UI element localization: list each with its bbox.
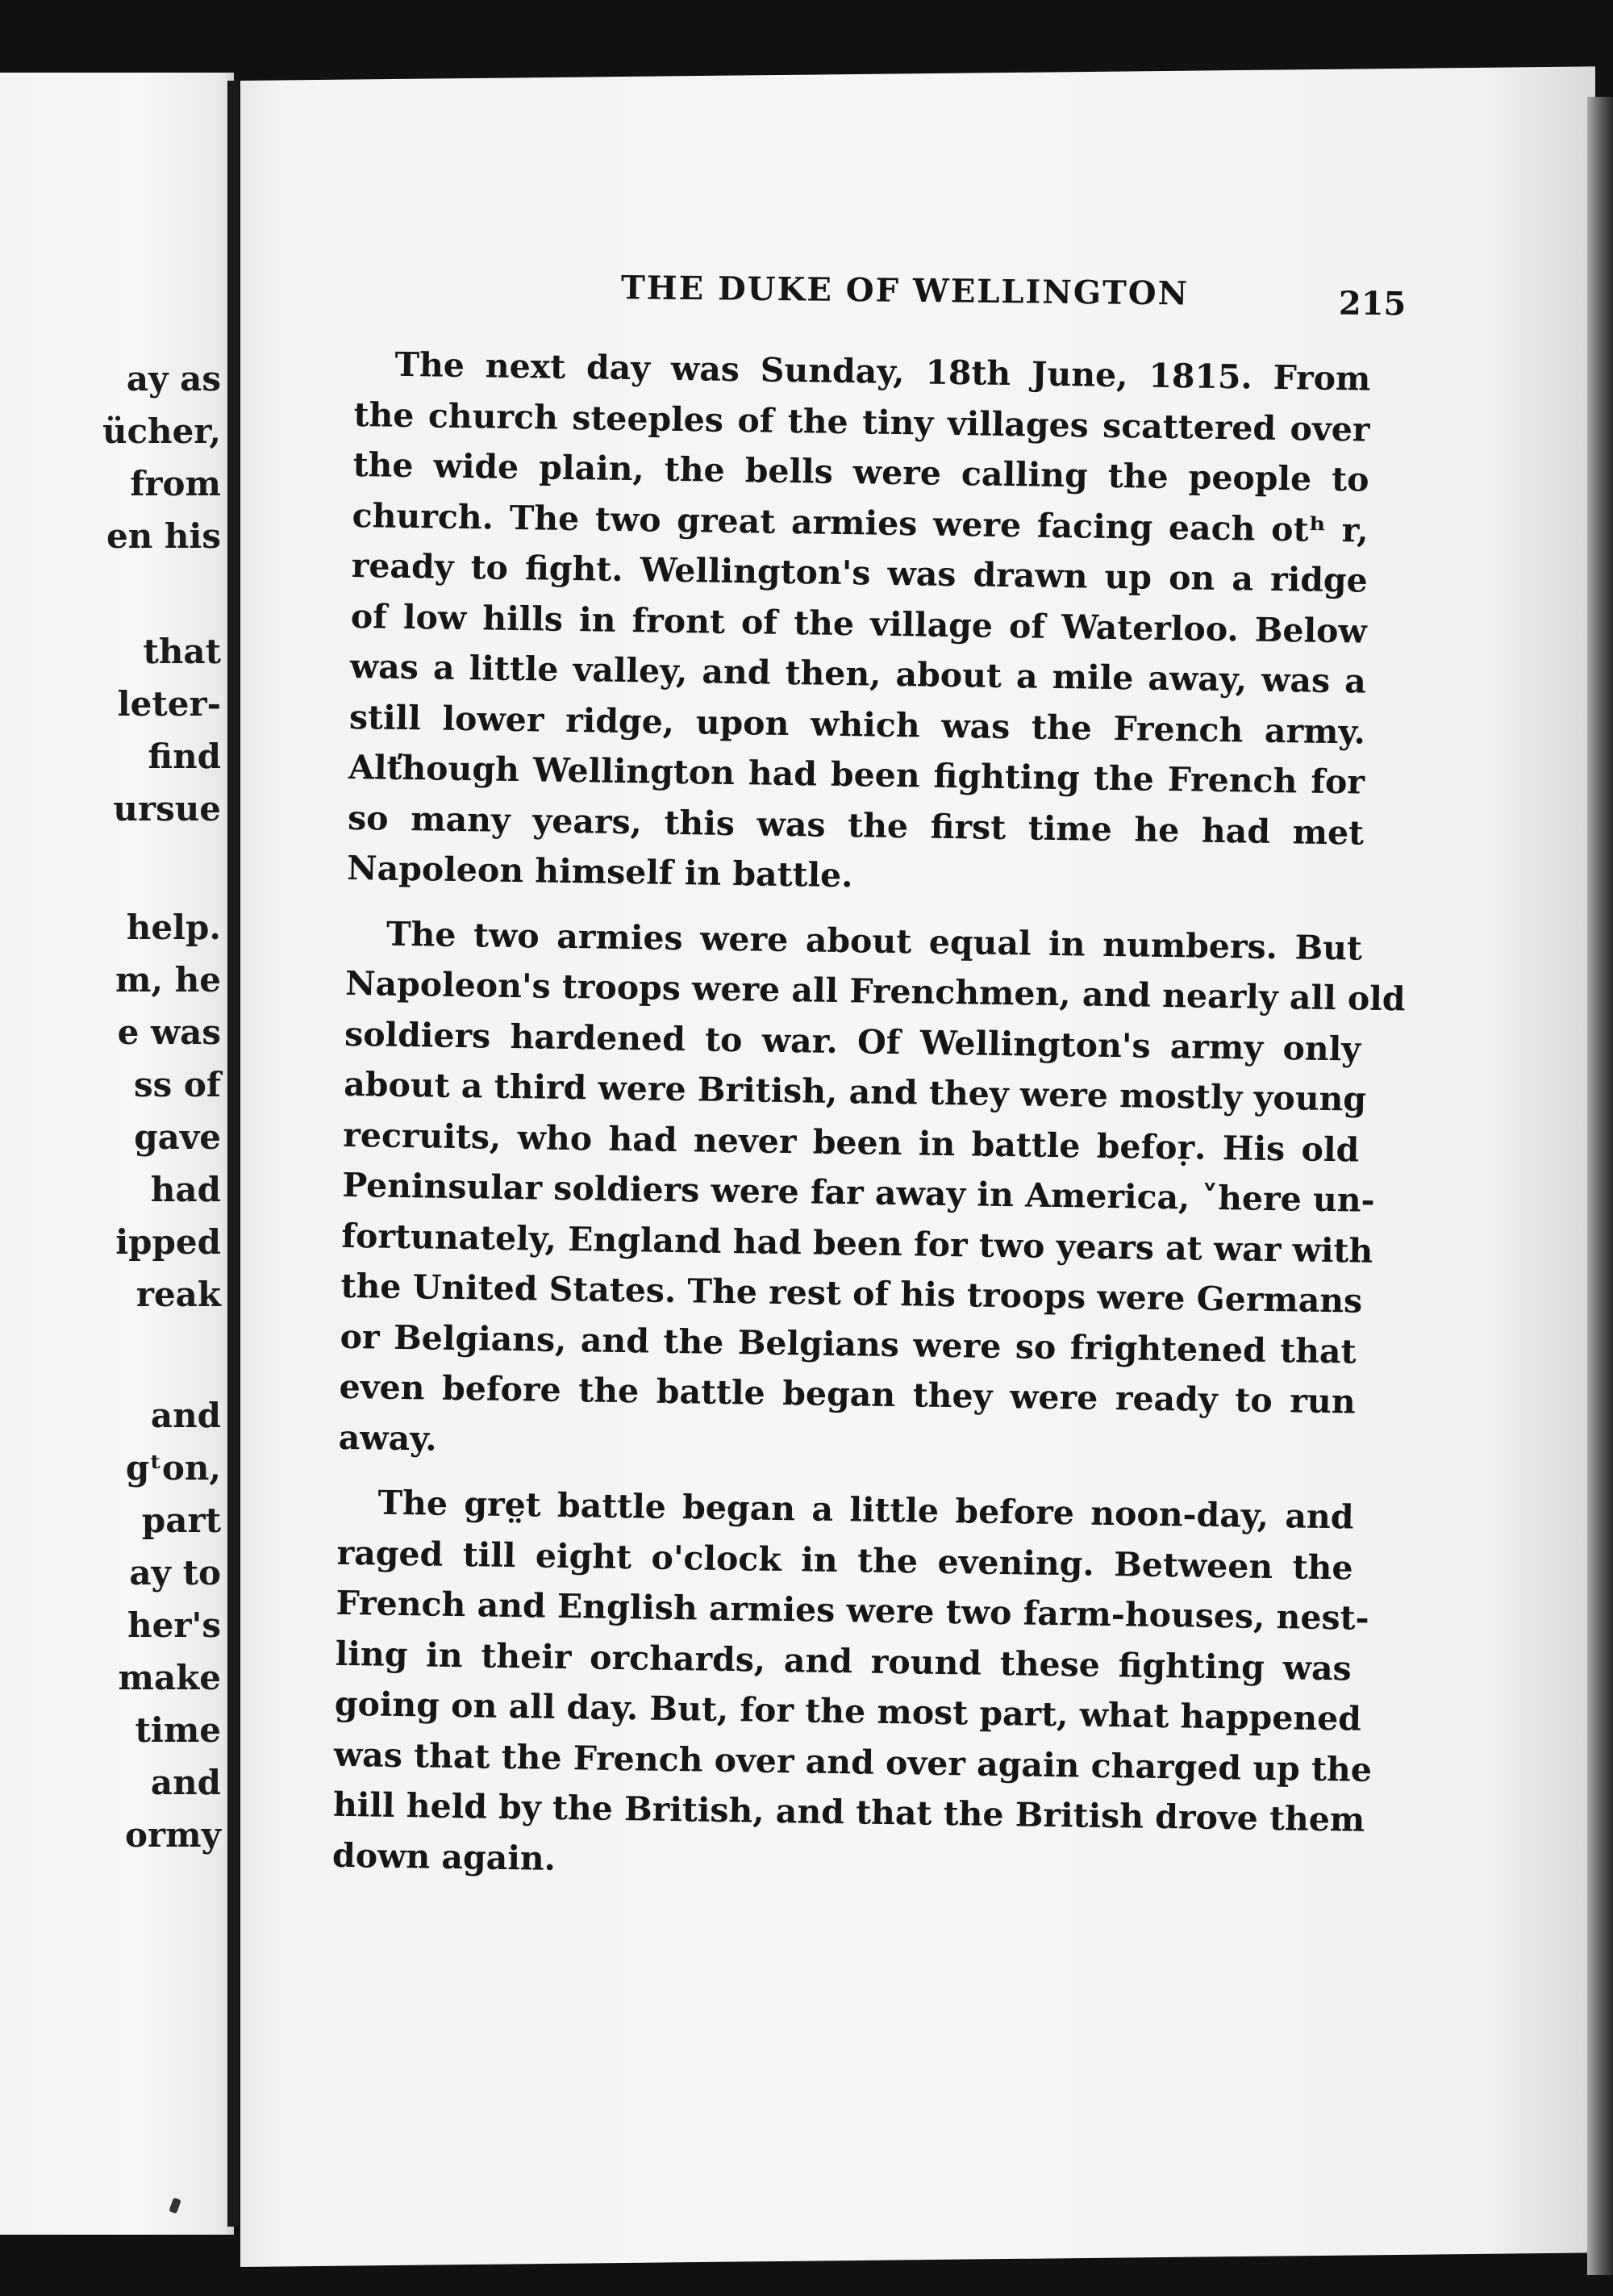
previous-page-line: reak: [135, 1275, 221, 1314]
text-line: the church steeples of the tiny villages scattered over: [353, 394, 1370, 449]
text-line: was that the French over and over again charged up the: [333, 1735, 1373, 1789]
running-head: THE DUKE OF WELLINGTON: [620, 269, 1190, 313]
previous-page-line: gave: [134, 1117, 221, 1157]
text-line: away.: [338, 1417, 437, 1459]
text-line: was a little valley, and then, about a mile away, was a: [349, 646, 1367, 701]
text-line: Peninsular soldiers were far away in America, ˅here un-: [342, 1165, 1375, 1220]
text-line: The gre̤t battle began a little before noon-day, and: [377, 1483, 1354, 1537]
text-line: raged till eight o'clock in the evening. Between the: [336, 1533, 1353, 1588]
previous-page-line: ormy: [125, 1815, 221, 1855]
paragraph: [338, 908, 1406, 1477]
book-gutter: [227, 81, 239, 2227]
text-line: hill held by the British, and that the British drove them: [332, 1785, 1365, 1839]
text-line: fortunately, England had been for two years at war with: [341, 1216, 1373, 1271]
previous-page-line: ss of: [134, 1065, 221, 1104]
text-line: ready to fight. Wellington's was drawn up on a ridge: [351, 545, 1369, 600]
previous-page-line: e was: [117, 1012, 221, 1052]
text-line: about a third were British, and they were mostly young: [343, 1064, 1367, 1119]
text-line: Alťhough Wellington had been fighting the French for: [348, 747, 1365, 802]
text-line: French and English armies were two farm-houses, nest-: [336, 1583, 1369, 1638]
page-number: 215: [1338, 284, 1407, 324]
text-line: ling in their orchards, and round these fighting was: [335, 1634, 1353, 1689]
text-line: recruits, who had never been in battle befoṛ. His old: [343, 1115, 1360, 1170]
text-line: going on all day. But, for the most part, what happened: [334, 1684, 1362, 1739]
text-line: even before the battle began they were ready to run: [339, 1367, 1356, 1421]
previous-page-line: ay as: [126, 359, 221, 399]
previous-page-line: ursue: [113, 789, 221, 829]
previous-page-line: and: [150, 1396, 221, 1435]
previous-page-line: ipped: [115, 1222, 221, 1262]
text-line: still lower ridge, upon which was the French army.: [348, 697, 1366, 752]
previous-page-line: and: [150, 1763, 221, 1802]
previous-page-line: ücher,: [102, 411, 221, 451]
text-line: down again.: [331, 1835, 556, 1878]
previous-page-text-fragments: [0, 73, 226, 2235]
previous-page-line: m, he: [115, 960, 221, 1000]
previous-page-line: en his: [106, 516, 221, 556]
previous-page-line: time: [135, 1710, 221, 1750]
text-line: The two armies were about equal in numbers. But: [386, 914, 1363, 968]
text-line: The next day was Sunday, 18th June, 1815. From: [394, 344, 1371, 399]
text-line: soldiers hardened to war. Of Wellington's army only: [344, 1014, 1361, 1069]
previous-page-line: her's: [127, 1605, 221, 1645]
text-line: Napoleon's troops were all Frenchmen, and nearly all old: [344, 963, 1406, 1019]
previous-page-line: part: [141, 1501, 221, 1540]
text-line: the United States. The rest of his troops were Germans: [340, 1266, 1363, 1321]
text-line: so many years, this was the first time he had met: [347, 798, 1365, 853]
previous-page-line: leter-: [117, 684, 221, 724]
text-line: of low hills in front of the village of Waterloo. Below: [350, 596, 1368, 651]
previous-page-line: find: [148, 737, 221, 776]
previous-page-line: make: [118, 1658, 221, 1697]
previous-page-line: that: [143, 632, 221, 671]
text-line: the wide plain, the bells were calling the people to: [352, 445, 1369, 499]
text-line: church. The two great armies were facing each otʰ r,: [352, 495, 1369, 550]
paragraph: [347, 339, 1371, 908]
previous-page-line: gᵗon,: [125, 1448, 221, 1488]
text-line: or Belgians, and the Belgians were so frightened that: [340, 1317, 1357, 1371]
page-body: [331, 339, 1406, 1895]
previous-page-line: had: [150, 1170, 221, 1209]
previous-page-line: help.: [126, 908, 221, 947]
paragraph: [331, 1477, 1373, 1896]
previous-page-line: ay to: [129, 1553, 221, 1593]
text-line: Napoleon himself in battle.: [346, 848, 853, 895]
page-edge-shadow: [1587, 97, 1613, 2275]
previous-page-line: from: [130, 464, 221, 503]
previous-page: [0, 73, 234, 2235]
